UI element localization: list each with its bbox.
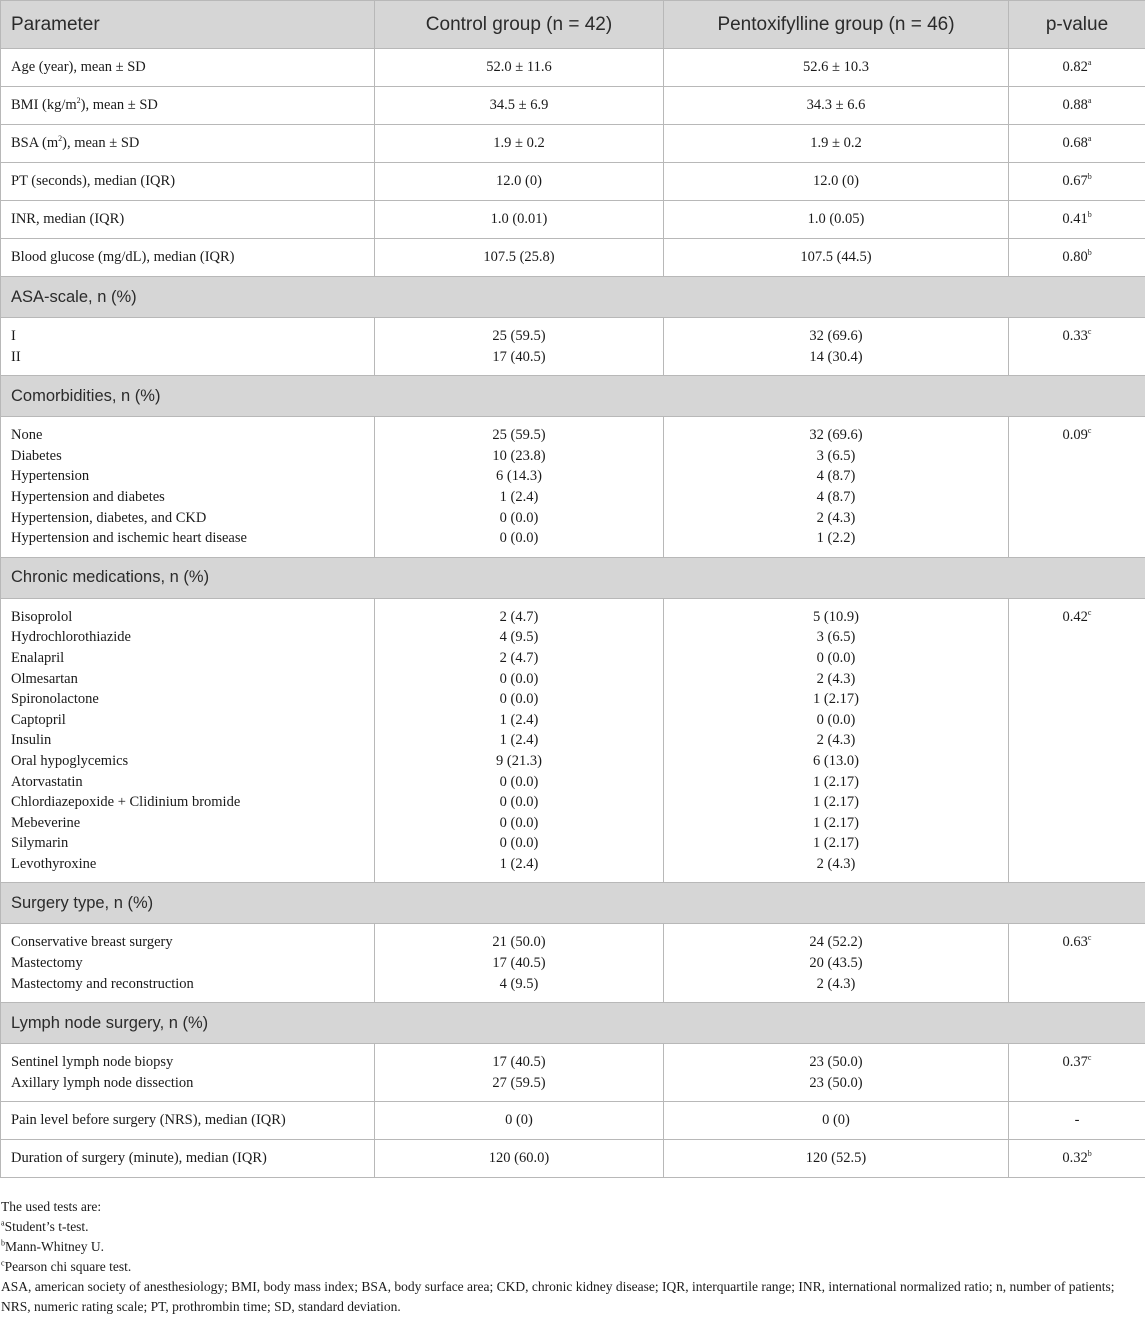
group-pentoxifylline-values: 5 (10.9) 3 (6.5) 0 (0.0) 2 (4.3) 1 (2.17) 0 (0.0) 2 (4.3) 6 (13.0) 1 (2.17) 1 (2.17) 1 (2.17) 1 (2.17) 2 (4.3) <box>664 598 1009 883</box>
pentoxifylline-value: 12.0 (0) <box>664 163 1009 201</box>
group-control-values: 17 (40.5) 27 (59.5) <box>375 1044 664 1102</box>
header-pentoxifylline-group: Pentoxifylline group (n = 46) <box>664 1 1009 49</box>
footnote-c: $^c$Pearson chi square test. <box>1 1258 132 1274</box>
p-value: 0.68$^a$ <box>1009 125 1145 163</box>
pentoxifylline-value: 52.6 ± 10.3 <box>664 49 1009 87</box>
pentoxifylline-value: 1.9 ± 0.2 <box>664 125 1009 163</box>
test-marker: a <box>1087 58 1092 68</box>
section-title: Chronic medications, n (%) <box>1 557 1145 598</box>
group-labels: Conservative breast surgery Mastectomy Mastectomy and reconstruction <box>1 924 375 1003</box>
table-row <box>1 163 1145 201</box>
test-marker: c <box>1087 607 1092 617</box>
group-pentoxifylline-values: 23 (50.0) 23 (50.0) <box>664 1044 1009 1102</box>
row-label: Duration of surgery (minute), median (IQR) <box>1 1140 375 1178</box>
control-value: 120 (60.0) <box>375 1140 664 1178</box>
section-title: Surgery type, n (%) <box>1 883 1145 924</box>
control-value: 1.9 ± 0.2 <box>375 125 664 163</box>
control-value: 1.0 (0.01) <box>375 201 664 239</box>
section-title: ASA-scale, n (%) <box>1 277 1145 318</box>
p-value: 0.09$^c$ <box>1009 417 1145 558</box>
row-label: BMI $(kg/m^2)$, mean ± SD <box>1 87 375 125</box>
group-row-comorbidities <box>1 417 1145 558</box>
row-label: BSA $(m^2)$, mean ± SD <box>1 125 375 163</box>
p-value: 0.32$^b$ <box>1009 1140 1145 1178</box>
header-p-value: p-value <box>1009 1 1145 49</box>
control-value: 34.5 ± 6.9 <box>375 87 664 125</box>
group-control-values: 25 (59.5) 10 (23.8) 6 (14.3) 1 (2.4) 0 (0.0) 0 (0.0) <box>375 417 664 558</box>
p-value: 0.67$^b$ <box>1009 163 1145 201</box>
group-control-values: 21 (50.0) 17 (40.5) 4 (9.5) <box>375 924 664 1003</box>
test-marker: b <box>1087 248 1092 258</box>
test-marker: c <box>1087 1053 1092 1063</box>
group-labels: Sentinel lymph node biopsy Axillary lymph node dissection <box>1 1044 375 1102</box>
header-row <box>1 1 1145 49</box>
group-control-values: 2 (4.7) 4 (9.5) 2 (4.7) 0 (0.0) 0 (0.0) 1 (2.4) 1 (2.4) 9 (21.3) 0 (0.0) 0 (0.0) 0 (0.0) 0 (0.0) 1 (2.4) <box>375 598 664 883</box>
group-row-medications <box>1 598 1145 883</box>
row-label: Age (year), mean ± SD <box>1 49 375 87</box>
header-parameter: Parameter <box>1 1 375 49</box>
test-marker: b <box>1087 172 1092 182</box>
control-value: 52.0 ± 11.6 <box>375 49 664 87</box>
p-value: 0.82$^a$ <box>1009 49 1145 87</box>
section-header-asa <box>1 277 1145 318</box>
section-header-medications <box>1 557 1145 598</box>
pentoxifylline-value: 120 (52.5) <box>664 1140 1009 1178</box>
group-row-surgery-type <box>1 924 1145 1003</box>
row-label: Pain level before surgery (NRS), median (IQR) <box>1 1102 375 1140</box>
pentoxifylline-value: 107.5 (44.5) <box>664 239 1009 277</box>
test-marker: c <box>1087 426 1092 436</box>
header-control-group: Control group (n = 42) <box>375 1 664 49</box>
table-row <box>1 125 1145 163</box>
test-marker: a <box>1087 134 1092 144</box>
group-row-asa <box>1 318 1145 376</box>
group-labels: None Diabetes Hypertension Hypertension and diabetes Hypertension, diabetes, and CKD Hypertension and ischemic heart disease <box>1 417 375 558</box>
p-value: - <box>1009 1102 1145 1140</box>
p-value: 0.88$^a$ <box>1009 87 1145 125</box>
group-labels: Bisoprolol Hydrochlorothiazide Enalapril Olmesartan Spironolactone Captopril Insulin Oral hypoglycemics Atorvastatin Chlordiazepoxide + Clidinium bromide Mebeverine Silymarin Levothyroxine <box>1 598 375 883</box>
test-marker: c <box>1087 327 1092 337</box>
group-row-lymph-node-surgery <box>1 1044 1145 1102</box>
pentoxifylline-value: 0 (0) <box>664 1102 1009 1140</box>
control-value: 12.0 (0) <box>375 163 664 201</box>
test-marker: a <box>1087 96 1092 106</box>
section-header-comorbidities <box>1 376 1145 417</box>
row-label: Blood glucose (mg/dL), median (IQR) <box>1 239 375 277</box>
group-control-values: 25 (59.5) 17 (40.5) <box>375 318 664 376</box>
p-value: 0.42$^c$ <box>1009 598 1145 883</box>
p-value: 0.33$^c$ <box>1009 318 1145 376</box>
control-value: 0 (0) <box>375 1102 664 1140</box>
group-pentoxifylline-values: 32 (69.6) 3 (6.5) 4 (8.7) 4 (8.7) 2 (4.3) 1 (2.2) <box>664 417 1009 558</box>
p-value: 0.80$^b$ <box>1009 239 1145 277</box>
footnote-a: $^a$Student’s t-test. <box>1 1218 89 1234</box>
footnote-intro: The used tests are: <box>1 1199 102 1214</box>
section-title: Lymph node surgery, n (%) <box>1 1003 1145 1044</box>
test-marker: c <box>1087 933 1092 943</box>
row-label: INR, median (IQR) <box>1 201 375 239</box>
section-header-lymph-node-surgery <box>1 1003 1145 1044</box>
test-marker: b <box>1087 210 1092 220</box>
table-row <box>1 1140 1145 1178</box>
table-row <box>1 1102 1145 1140</box>
section-title: Comorbidities, n (%) <box>1 376 1145 417</box>
control-value: 107.5 (25.8) <box>375 239 664 277</box>
footnote-abbreviations: ASA, american society of anesthesiology; BMI, body mass index; BSA, body surface area; CKD, chronic kidney disease; IQR, interquartile range; INR, international normalized ratio; n, number of patients; NRS, numeric rating scale; PT, prothrombin time; SD, standard deviation. <box>1 1279 1115 1314</box>
table-row <box>1 87 1145 125</box>
p-value: 0.37$^c$ <box>1009 1044 1145 1102</box>
table-row <box>1 239 1145 277</box>
p-value: 0.41$^b$ <box>1009 201 1145 239</box>
pentoxifylline-value: 34.3 ± 6.6 <box>664 87 1009 125</box>
pentoxifylline-value: 1.0 (0.05) <box>664 201 1009 239</box>
group-pentoxifylline-values: 24 (52.2) 20 (43.5) 2 (4.3) <box>664 924 1009 1003</box>
group-labels: I II <box>1 318 375 376</box>
test-marker: b <box>1087 1149 1092 1159</box>
row-label: PT (seconds), median (IQR) <box>1 163 375 201</box>
footnote-b: $^b$Mann-Whitney U. <box>1 1238 104 1254</box>
table-row <box>1 201 1145 239</box>
p-value: 0.63$^c$ <box>1009 924 1145 1003</box>
section-header-surgery-type <box>1 883 1145 924</box>
table-row <box>1 49 1145 87</box>
table-footnotes <box>1 1197 1141 1317</box>
group-pentoxifylline-values: 32 (69.6) 14 (30.4) <box>664 318 1009 376</box>
